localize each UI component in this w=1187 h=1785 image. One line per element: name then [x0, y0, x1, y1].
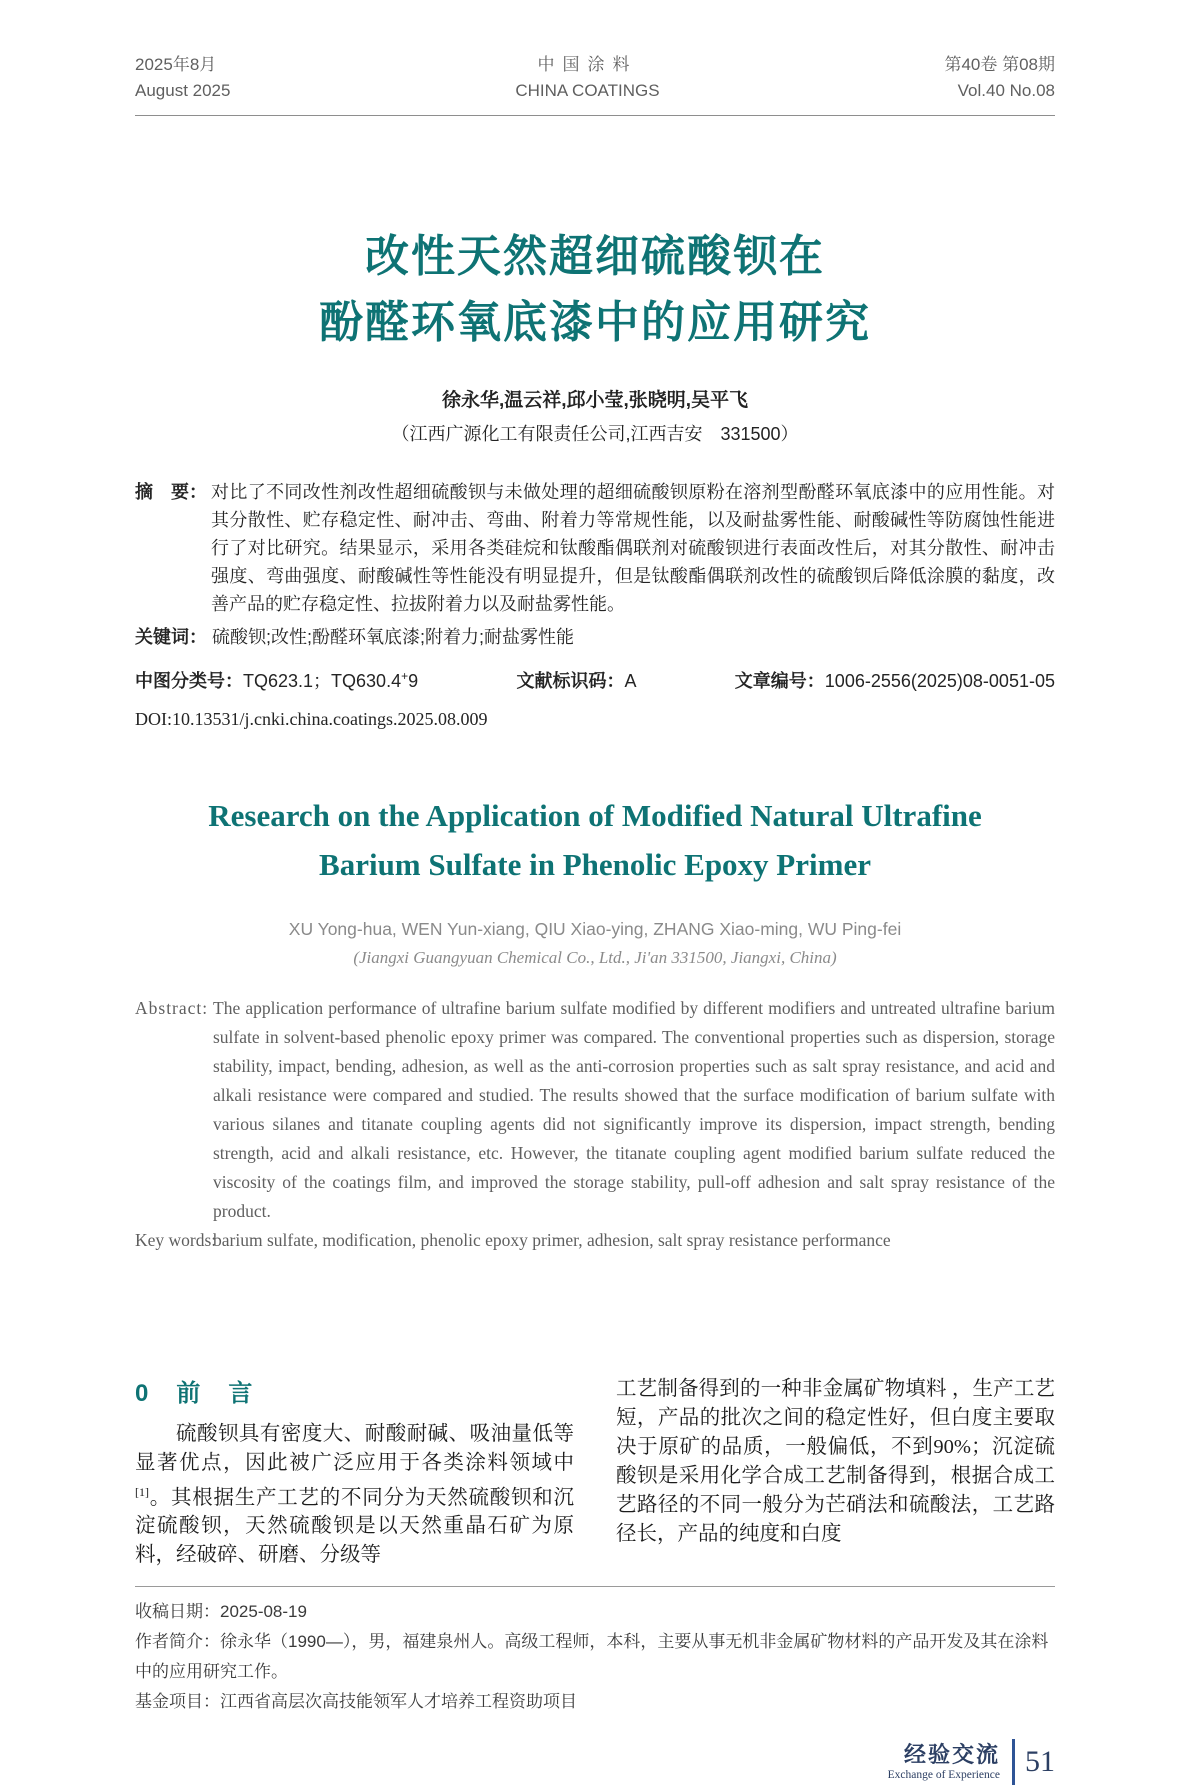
- abstract-cn-text: 对比了不同改性剂改性超细硫酸钡与未做处理的超细硫酸钡原粉在溶剂型酚醛环氧底漆中的应用性能。对其分散性、贮存稳定性、耐冲击、弯曲、附着力等常规性能，以及耐盐雾性能、耐酸碱性等防腐蚀性能进行了对比研究。结果显示，采用各类硅烷和钛酸酯偶联剂对硫酸钡进行表面改性后，对其分散性、耐冲击强度、弯曲强度、耐酸碱性等性能没有明显提升，但是钛酸酯偶联剂改性的硫酸钡后降低涂膜的黏度，改善产品的贮存稳定性、拉拔附着力以及耐盐雾性能。: [211, 482, 1055, 615]
- abstract-en: [135, 994, 1055, 1226]
- body-paragraph-right: 工艺制备得到的一种非金属矿物填料 ，生产工艺短，产品的批次之间的稳定性好，但白度主要取决于原矿的品质，一般偏低，不到90%；沉淀硫酸钡是采用化学合成工艺制备得到，根据合成工艺路径的不同一般分为芒硝法和硫酸法，工艺路径长，产品的纯度和白度: [616, 1377, 1055, 1545]
- page-badge: [135, 1739, 1055, 1785]
- abstract-cn-label: 摘 要：: [135, 482, 207, 503]
- authors-en: XU Yong-hua, WEN Yun-xiang, QIU Xiao-ying, ZHANG Xiao-ming, WU Ping-fei: [288, 918, 902, 939]
- article-title-en-line2: Barium Sulfate in Phenolic Epoxy Primer: [319, 846, 871, 882]
- authors-cn: 徐永华,温云祥,邱小莹,张晓明,吴平飞: [441, 390, 749, 412]
- article-id-value: 1006-2556(2025)08-0051-05: [824, 671, 1055, 692]
- body-paragraph-left: [135, 1420, 574, 1571]
- body-column-left: [135, 1373, 574, 1571]
- clc-superscript: +: [401, 669, 409, 684]
- issue-date-en: August 2025: [135, 80, 231, 100]
- section-heading: 0 前 言: [135, 1379, 255, 1407]
- document-code: [516, 667, 636, 693]
- volume-issue: [944, 52, 1055, 103]
- clc-number: [135, 667, 418, 693]
- abstract-en-text: The application performance of ultrafine barium sulfate modified by different modifiers and untreated ultrafine barium sulfate in solvent-based phenolic epoxy primer was compared. The conventional properties such as dispersion, storage stability, impact, bending, adhesion, as well as the anti-corrosion properties such as salt spray resistance, and acid and alkali resistance were compared and studied. The results showed that the surface modification of barium sulfate with various silanes and titanate coupling agents did not significantly improve its dispersion, impact strength, bending strength, acid and alkali resistance, etc. However, the titanate coupling agent modified barium sulfate reduced the viscosity of the coatings film, and improved the storage stability, pull-off adhesion and salt spray resistance of the product.: [213, 997, 1055, 1221]
- footnote-fund-project-text: 江西省高层次高技能领军人才培养工程资助项目: [220, 1692, 577, 1712]
- article-page: [135, 0, 1055, 1785]
- page-number: 51: [1025, 1745, 1055, 1779]
- article-id-label: 文章编号：: [734, 671, 825, 692]
- footnote-received-date-label: 收稿日期：: [135, 1602, 220, 1622]
- article-id: [735, 667, 1055, 693]
- journal-name-cn: 中国涂料: [537, 55, 638, 74]
- body-column-right: [616, 1373, 1055, 1571]
- clc-main: TQ623.1；TQ630.4: [243, 671, 402, 692]
- clc-label: 中图分类号：: [135, 671, 243, 692]
- column-title-cn: 经验交流: [903, 1742, 1000, 1768]
- column-title: [888, 1743, 1000, 1781]
- footnote-received-date: [135, 1597, 1055, 1627]
- body-left-text-1: 硫酸钡具有密度大、耐酸耐碱、吸油量低等显著优点，因此被广泛应用于各类涂料领域中: [135, 1422, 574, 1474]
- article-title-en-line1: Research on the Application of Modified Natural Ultrafine: [208, 798, 982, 834]
- keywords-en-text: barium sulfate, modification, phenolic epoxy primer, adhesion, salt spray resistance performance: [213, 1229, 891, 1250]
- keywords-cn: [135, 623, 1055, 651]
- article-title-cn-line2: 酚醛环氧底漆中的应用研究: [319, 298, 871, 347]
- affiliation-cn: （江西广源化工有限责任公司,江西吉安 331500）: [391, 424, 799, 445]
- footnote-author-bio: [135, 1627, 1055, 1687]
- introduction-section: [135, 1373, 1055, 1571]
- keywords-en: [135, 1226, 1055, 1255]
- document-code-value: A: [624, 671, 637, 692]
- clc-tail: 9: [408, 671, 419, 692]
- running-head: [135, 0, 1055, 116]
- volume-issue-cn: 第40卷 第08期: [944, 55, 1055, 74]
- abstract-en-label: Abstract:: [135, 997, 209, 1018]
- body-left-text-2: 。其根据生产工艺的不同分为天然硫酸钡和沉淀硫酸钡，天然硫酸钡是以天然重晶石矿为原料，经破碎、研磨、分级等: [135, 1486, 574, 1567]
- document-code-label: 文献标识码：: [516, 671, 625, 692]
- footnote-author-bio-label: 作者简介：: [135, 1632, 220, 1652]
- keywords-cn-label: 关键词：: [135, 627, 207, 648]
- issue-date: [135, 52, 230, 103]
- keywords-en-label: Key words:: [135, 1229, 217, 1250]
- citation-ref-1: [1]: [135, 1484, 149, 1499]
- meta-row: [135, 667, 1055, 693]
- volume-issue-en: Vol.40 No.08: [957, 80, 1055, 100]
- issue-date-cn: 2025年8月: [135, 55, 217, 74]
- badge-divider-bar: [1012, 1739, 1015, 1785]
- footnote-author-bio-text: 徐永华（1990—），男，福建泉州人。高级工程师，本科，主要从事无机非金属矿物材料的产品开发及其在涂料中的应用研究工作。: [135, 1632, 1049, 1682]
- article-title-cn-line1: 改性天然超细硫酸钡在: [365, 232, 825, 281]
- doi: DOI:10.13531/j.cnki.china.coatings.2025.08.009: [135, 709, 488, 730]
- column-title-en: Exchange of Experience: [887, 1769, 1000, 1782]
- article-title-cn: [135, 224, 1055, 356]
- journal-name-en: CHINA COATINGS: [515, 80, 660, 100]
- abstract-cn: [135, 478, 1055, 618]
- keywords-cn-text: 硫酸钡;改性;酚醛环氧底漆;附着力;耐盐雾性能: [212, 627, 575, 648]
- footnote-fund-project: [135, 1687, 1055, 1717]
- footnotes: [135, 1586, 1055, 1717]
- journal-name: [515, 52, 659, 103]
- footnote-fund-project-label: 基金项目：: [135, 1692, 220, 1712]
- affiliation-en: (Jiangxi Guangyuan Chemical Co., Ltd., Ji'an 331500, Jiangxi, China): [353, 947, 837, 967]
- footnote-received-date-text: 2025-08-19: [220, 1602, 307, 1622]
- article-title-en: [135, 792, 1055, 888]
